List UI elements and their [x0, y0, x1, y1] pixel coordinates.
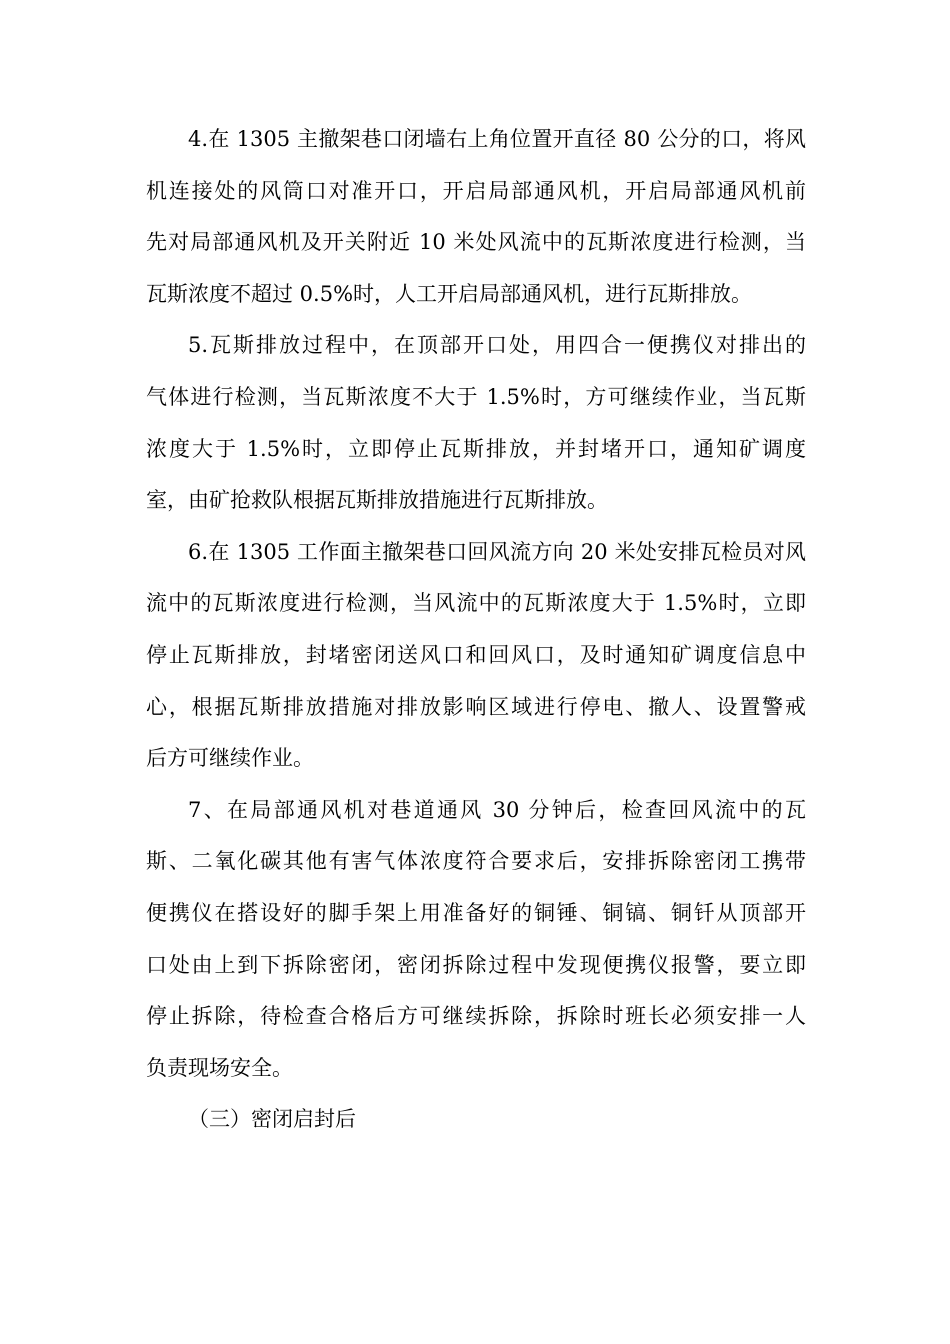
paragraph-6 — [146, 527, 806, 785]
text-line: 室，由矿抢救队根据瓦斯排放措施进行瓦斯排放。 — [146, 488, 608, 513]
text-line: 心，根据瓦斯排放措施对排放影响区域进行停电、撤人、设置警戒 — [146, 694, 806, 719]
paragraph-5 — [146, 320, 806, 526]
text-line: 浓度大于 1.5%时，立即停止瓦斯排放，并封堵开口，通知矿调度 — [146, 436, 806, 461]
text-line: 斯、二氧化碳其他有害气体浓度符合要求后，安排拆除密闭工携带 — [146, 849, 806, 874]
paragraph-4 — [146, 114, 806, 320]
text-line: 流中的瓦斯浓度进行检测，当风流中的瓦斯浓度大于 1.5%时，立即 — [146, 591, 806, 616]
text-line: 气体进行检测，当瓦斯浓度不大于 1.5%时，方可继续作业，当瓦斯 — [146, 384, 806, 409]
text-line: 便携仪在搭设好的脚手架上用准备好的铜锤、铜镐、铜钎从顶部开 — [146, 900, 806, 925]
text-line: 4.在 1305 主撤架巷口闭墙右上角位置开直径 80 公分的口，将风 — [188, 127, 806, 151]
text-line: 5.瓦斯排放过程中，在顶部开口处，用四合一便携仪对排出的 — [188, 333, 806, 358]
text-line: 先对局部通风机及开关附近 10 米处风流中的瓦斯浓度进行检测，当 — [146, 230, 806, 255]
text-line: 机连接处的风筒口对准开口，开启局部通风机，开启局部通风机前 — [146, 178, 806, 203]
document-body — [146, 114, 806, 1146]
paragraph-7 — [146, 785, 806, 1095]
text-line: 后方可继续作业。 — [146, 746, 314, 771]
text-line: 停止拆除，待检查合格后方可继续拆除，拆除时班长必须安排一人 — [146, 1004, 806, 1029]
text-line: 负责现场安全。 — [146, 1055, 293, 1080]
section-heading: （三）密闭启封后 — [188, 1107, 356, 1132]
text-line: 口处由上到下拆除密闭，密闭拆除过程中发现便携仪报警，要立即 — [146, 952, 806, 977]
text-line: 7、在局部通风机对巷道通风 30 分钟后，检查回风流中的瓦 — [188, 797, 806, 822]
text-line: 6.在 1305 工作面主撤架巷口回风流方向 20 米处安排瓦检员对风 — [188, 539, 806, 564]
text-line: 停止瓦斯排放，封堵密闭送风口和回风口，及时通知矿调度信息中 — [146, 642, 806, 667]
text-line: 瓦斯浓度不超过 0.5%时，人工开启局部通风机，进行瓦斯排放。 — [146, 281, 753, 306]
